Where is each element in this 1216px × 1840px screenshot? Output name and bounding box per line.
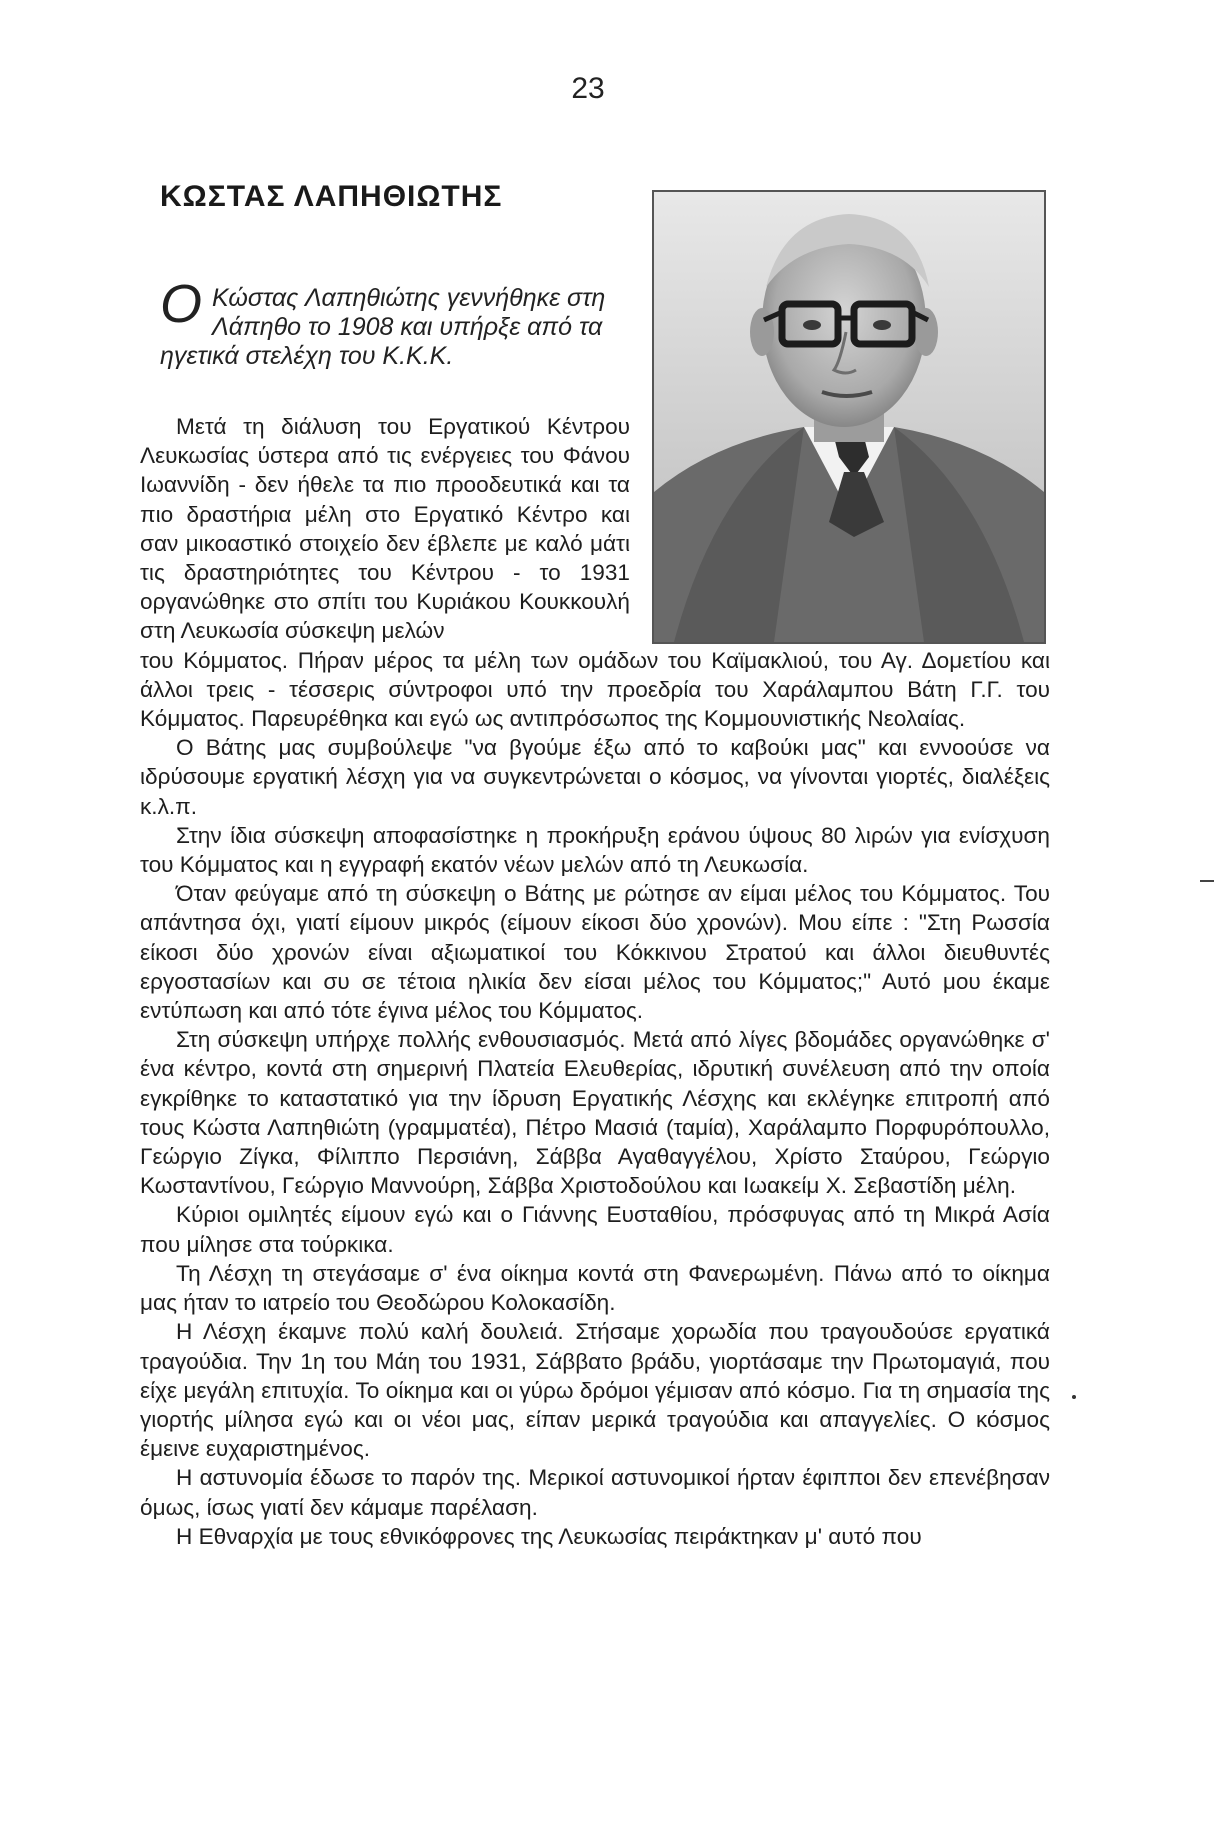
paragraph-9: Η αστυνομία έδωσε το παρόν της. Μερικοί αστυνομικοί ήρταν έφιπποι δεν επενέβησαν όμως, ίσως γιατί δεν κάμαμε παρέλαση. xyxy=(140,1465,1050,1520)
intro-text: Κώστας Λαπηθιώτης γεννήθηκε στη Λάπηθο το 1908 και υπήρξε από τα ηγετικά στελέχη του Κ.Κ.Κ. xyxy=(160,284,606,370)
margin-dot xyxy=(1072,1395,1076,1399)
paragraph-4: Όταν φεύγαμε από τη σύσκεψη ο Βάτης με ρώτησε αν είμαι μέλος του Κόμματος. Του απάντησα όχι, γιατί είμουν μικρός (είμουν είκοσι δύο χρονών). Μου είπε : "Στη Ρωσσία είκοσι δύο χρονών είναι αξιωματικοί του Κόκκινου Στρατού και άλλοι διευθυντές εργοστασίων και συ σε τέτοια ηλικία δεν είσαι μέλος του Κόμματος;" Αυτό μου έκαμε εντύπωση και από τότε έγινα μέλος του Κόμματος. xyxy=(140,881,1050,1024)
paragraph-8: Η Λέσχη έκαμνε πολύ καλή δουλειά. Στήσαμε χορωδία που τραγουδούσε εργατικά τραγούδια. Την 1η του Μάη του 1931, Σάββατο βράδυ, γιορτάσαμε την Πρωτομαγιά, που είχε μεγάλη επιτυχία. Το οίκημα και οι γύρω δρόμοι γέμισαν από κόσμο. Για τη σημασία της γιορτής μίλησα εγώ και οι νέοι μας, είπαν μερικά τραγούδια και απαγγελίες. Ο κόσμος έμεινε ευχαριστημένος. xyxy=(140,1319,1050,1462)
intro-paragraph xyxy=(160,274,630,371)
paragraph-1-continued: του Κόμματος. Πήραν μέρος τα μέλη των ομάδων του Καϊμακλιού, του Αγ. Δομετίου και άλλοι τρεις - τέσσερις σύντροφοι υπό την προεδρία του Χαράλαμπου Βάτη Γ.Γ. του Κόμματος. Παρευρέθηκα και εγώ ως αντιπρόσωπος της Κομμουνιστικής Νεολαίας. xyxy=(140,647,1050,732)
paragraph-7: Τη Λέσχη τη στεγάσαμε σ' ένα οίκημα κοντά στη Φανερωμένη. Πάνω από το οίκημα μας ήταν το ιατρείο του Θεοδώρου Κολοκασίδη. xyxy=(140,1260,1050,1316)
margin-mark xyxy=(1200,880,1214,882)
article-body xyxy=(140,412,1050,1551)
article-title: ΚΩΣΤΑΣ ΛΑΠΗΘΙΩΤΗΣ xyxy=(160,180,503,213)
paragraph-1-wrapped: Μετά τη διάλυση του Εργατικού Κέντρου Λευκωσίας ύστερα από τις ενέργειες του Φάνου Ιωαννίδη - δεν ήθελε τα πιο προοδευτικά και τα πιο δραστήρια μέλη στο Εργατικό Κέντρο και σαν μικοαστικό στοιχείο δεν έβλεπε με καλό μάτι τις δραστηριότητες του Κέντρου - το 1931 οργανώθηκε στο σπίτι του Κυριάκου Κουκκουλή στη Λευκωσία σύσκεψη μελών xyxy=(140,414,630,644)
paragraph-10: Η Εθναρχία με τους εθνικόφρονες της Λευκωσίας πειράκτηκαν μ' αυτό που xyxy=(176,1523,922,1549)
dropcap-letter: Ο xyxy=(160,274,203,334)
page-number: 23 xyxy=(571,72,605,105)
paragraph-2: Ο Βάτης μας συμβούλεψε "να βγούμε έξω από το καβούκι μας" και εννοούσε να ιδρύσουμε εργατική λέσχη για να συγκεντρώνεται ο κόσμος, να γίνονται γιορτές, διαλέξεις κ.λ.π. xyxy=(140,735,1050,819)
paragraph-6: Κύριοι ομιλητές είμουν εγώ και ο Γιάννης Ευσταθίου, πρόσφυγας από τη Μικρά Ασία που μίλησε στα τούρκικα. xyxy=(140,1202,1050,1257)
paragraph-5: Στη σύσκεψη υπήρχε πολλής ενθουσιασμός. Μετά από λίγες βδομάδες οργανώθηκε σ' ένα κέντρο, κοντά στη σημερινή Πλατεία Ελευθερίας, ιδρυτική συνέλευση από την οποία εγκρίθηκε το καταστατικό για την ίδρυση Εργατικής Λέσχης και εκλέγηκε επιτροπή από τους Κώστα Λαπηθιώτη (γραμματέα), Πέτρο Μασιά (ταμία), Χαράλαμπο Πορφυρόπουλλο, Γεώργιο Ζίγκα, Φίλιππο Περσιάνη, Σάββα Αγαθαγγέλου, Χρίστο Σταύρου, Γεώργιο Κωσταντίνου, Γεώργιο Μαννούρη, Σάββα Χριστοδούλου και Ιωακείμ Χ. Σεβαστίδη μέλη. xyxy=(140,1027,1050,1199)
paragraph-3: Στην ίδια σύσκεψη αποφασίστηκε η προκήρυξη εράνου ύψους 80 λιρών για ενίσχυση του Κόμματος και η εγγραφή εκατόν νέων μελών από τη Λευκωσία. xyxy=(140,822,1050,878)
